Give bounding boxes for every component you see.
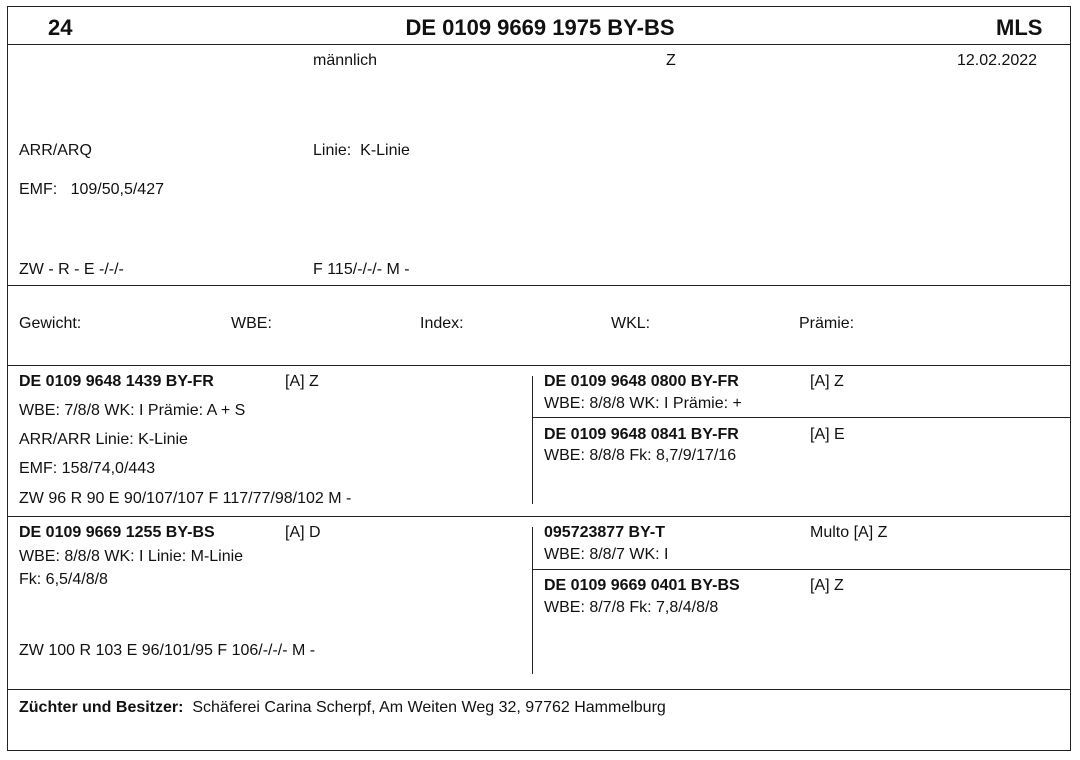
breed-code: MLS xyxy=(996,15,1043,40)
dam-dam-id: DE 0109 9669 0401 BY-BS xyxy=(544,577,740,594)
praemie-label: Prämie: xyxy=(799,315,855,332)
line-label: Linie: xyxy=(313,142,352,159)
herdbook-mark: Z xyxy=(666,52,676,69)
breeder-label: Züchter und Besitzer: xyxy=(19,699,184,716)
sire-sire-tag: [A] Z xyxy=(810,373,844,390)
emf-field xyxy=(19,181,164,199)
emf-label: EMF: xyxy=(19,181,58,198)
divider xyxy=(7,689,1071,690)
divider xyxy=(533,569,1071,570)
index-label: Index: xyxy=(420,315,464,332)
weight-label: Gewicht: xyxy=(19,315,82,332)
dam-tag: [A] D xyxy=(285,524,321,541)
dam-line2: Fk: 6,5/4/8/8 xyxy=(19,571,108,588)
sire-dam-tag: [A] E xyxy=(810,426,845,443)
column-divider xyxy=(532,527,533,674)
dam-sire-line1: WBE: 8/8/7 WK: I xyxy=(544,546,669,563)
dam-dam-line1: WBE: 8/7/8 Fk: 7,8/4/8/8 xyxy=(544,599,719,616)
birth-date: 12.02.2022 xyxy=(957,52,1038,69)
dam-id: DE 0109 9669 1255 BY-BS xyxy=(19,524,215,541)
sire-line2: ARR/ARR Linie: K-Linie xyxy=(19,431,188,448)
sire-line4: ZW 96 R 90 E 90/107/107 F 117/77/98/102 M - xyxy=(19,490,352,507)
dam-sire-id: 095723877 BY-T xyxy=(544,524,665,541)
sire-line1: WBE: 7/8/8 WK: I Prämie: A + S xyxy=(19,402,246,419)
emf-value: 109/50,5/427 xyxy=(70,181,164,198)
genotype: ARR/ARQ xyxy=(19,142,92,159)
sire-sire-line1: WBE: 8/8/8 WK: I Prämie: + xyxy=(544,395,742,412)
sire-dam-line1: WBE: 8/8/8 Fk: 8,7/9/17/16 xyxy=(544,447,737,464)
sire-sire-id: DE 0109 9648 0800 BY-FR xyxy=(544,373,739,390)
divider xyxy=(7,516,1071,517)
wkl-label: WKL: xyxy=(611,315,651,332)
line-field xyxy=(313,142,410,160)
column-divider xyxy=(532,376,533,504)
sire-id: DE 0109 9648 1439 BY-FR xyxy=(19,373,214,390)
sire-tag: [A] Z xyxy=(285,373,319,390)
catalog-number: 24 xyxy=(48,15,73,40)
divider xyxy=(7,365,1071,366)
animal-id: DE 0109 9669 1975 BY-BS xyxy=(405,15,675,40)
dam-dam-tag: [A] Z xyxy=(810,577,844,594)
zw-left: ZW - R - E -/-/- xyxy=(19,261,124,278)
sire-line3: EMF: 158/74,0/443 xyxy=(19,460,156,477)
line-value: K-Linie xyxy=(360,142,410,159)
zw-right: F 115/-/-/- M - xyxy=(313,261,410,278)
breeder-value: Schäferei Carina Scherpf, Am Weiten Weg 32, 97762 Hammelburg xyxy=(192,699,666,716)
dam-line1: WBE: 8/8/8 WK: I Linie: M-Linie xyxy=(19,548,244,565)
divider xyxy=(533,417,1071,418)
sex: männlich xyxy=(313,52,378,69)
divider xyxy=(7,44,1071,45)
sire-dam-id: DE 0109 9648 0841 BY-FR xyxy=(544,426,739,443)
divider xyxy=(7,285,1071,286)
wbe-label: WBE: xyxy=(231,315,272,332)
dam-sire-tag: Multo [A] Z xyxy=(810,524,888,541)
breeder-field xyxy=(19,699,666,717)
dam-line4: ZW 100 R 103 E 96/101/95 F 106/-/-/- M - xyxy=(19,642,316,659)
